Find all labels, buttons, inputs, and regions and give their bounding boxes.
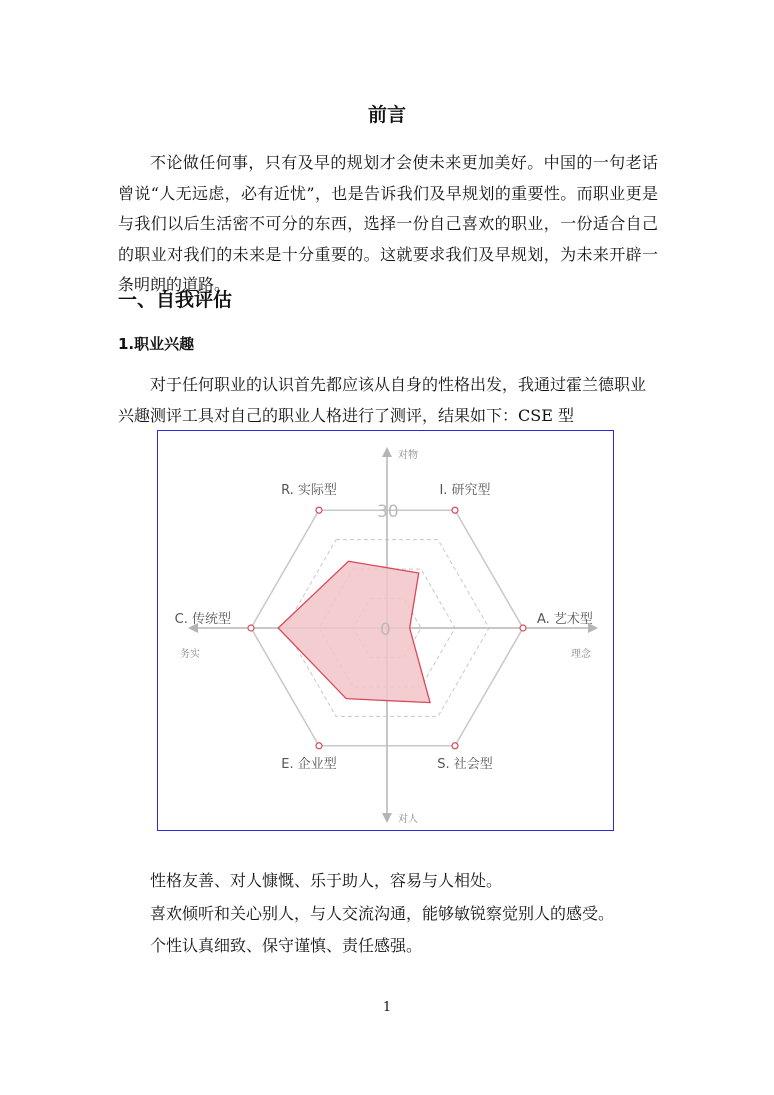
tick-label-zero: 0 xyxy=(380,620,391,640)
axis-label-bottom: 对人 xyxy=(398,814,418,825)
category-label-1: R. 实际型 xyxy=(281,483,337,499)
vertex-marker-2 xyxy=(452,507,458,513)
axis-arrow-top xyxy=(382,447,392,457)
vertex-marker-4 xyxy=(452,743,458,749)
section-heading-self-assessment: 一、自我评估 xyxy=(118,289,233,311)
interest-paragraph: 对于任何职业的认识首先都应该从自身的性格出发，我通过霍兰德职业兴趣测评工具对自己的职业人格进行了测评，结果如下：CSE 型 xyxy=(118,375,647,425)
category-label-6: C. 传统型 xyxy=(174,612,231,627)
radar-chart-frame xyxy=(157,430,614,831)
category-label-5: E. 企业型 xyxy=(281,756,337,772)
vertex-marker-1 xyxy=(316,507,322,513)
vertex-marker-6 xyxy=(248,625,254,631)
radar-labels xyxy=(175,448,593,825)
trait-line-2: 喜欢倾听和关心别人，与人交流沟通，能够敏锐察觉别人的感受。 xyxy=(150,904,615,923)
axis-label-left: 务实 xyxy=(180,649,200,660)
intro-paragraph: 不论做任何事，只有及早的规划才会使未来更加美好。中国的一句老话曾说“人无远虑，必有近忧”，也是告诉我们及早规划的重要性。而职业更是与我们以后生活密不可分的东西，选择一份自己喜欢的职业，一份适合自己的职业对我们的未来是十分重要的。这就要求我们及早规划，为未来开辟一条明朗的道路。 xyxy=(118,153,658,294)
axis-label-right: 理念 xyxy=(571,649,591,660)
axis-arrow-bottom xyxy=(382,813,392,823)
axis-label-top: 对物 xyxy=(398,450,418,461)
category-label-3: A. 艺术型 xyxy=(537,612,593,627)
category-label-4: S. 社会型 xyxy=(437,756,493,772)
trait-line-1: 性格友善、对人慷慨、乐于助人，容易与人相处。 xyxy=(150,871,503,890)
vertex-marker-5 xyxy=(316,743,322,749)
vertex-marker-3 xyxy=(520,625,526,631)
radar-chart xyxy=(158,431,612,829)
series-area xyxy=(278,561,430,702)
page-title: 前言 xyxy=(367,104,406,126)
trait-line-3: 个性认真细致、保守谨慎、责任感强。 xyxy=(150,936,423,955)
category-label-2: I. 研究型 xyxy=(439,483,491,499)
page-number: 1 xyxy=(382,1000,392,1015)
subsection-heading-career-interest: 1.职业兴趣 xyxy=(118,335,195,353)
tick-label-max: 30 xyxy=(377,502,399,522)
